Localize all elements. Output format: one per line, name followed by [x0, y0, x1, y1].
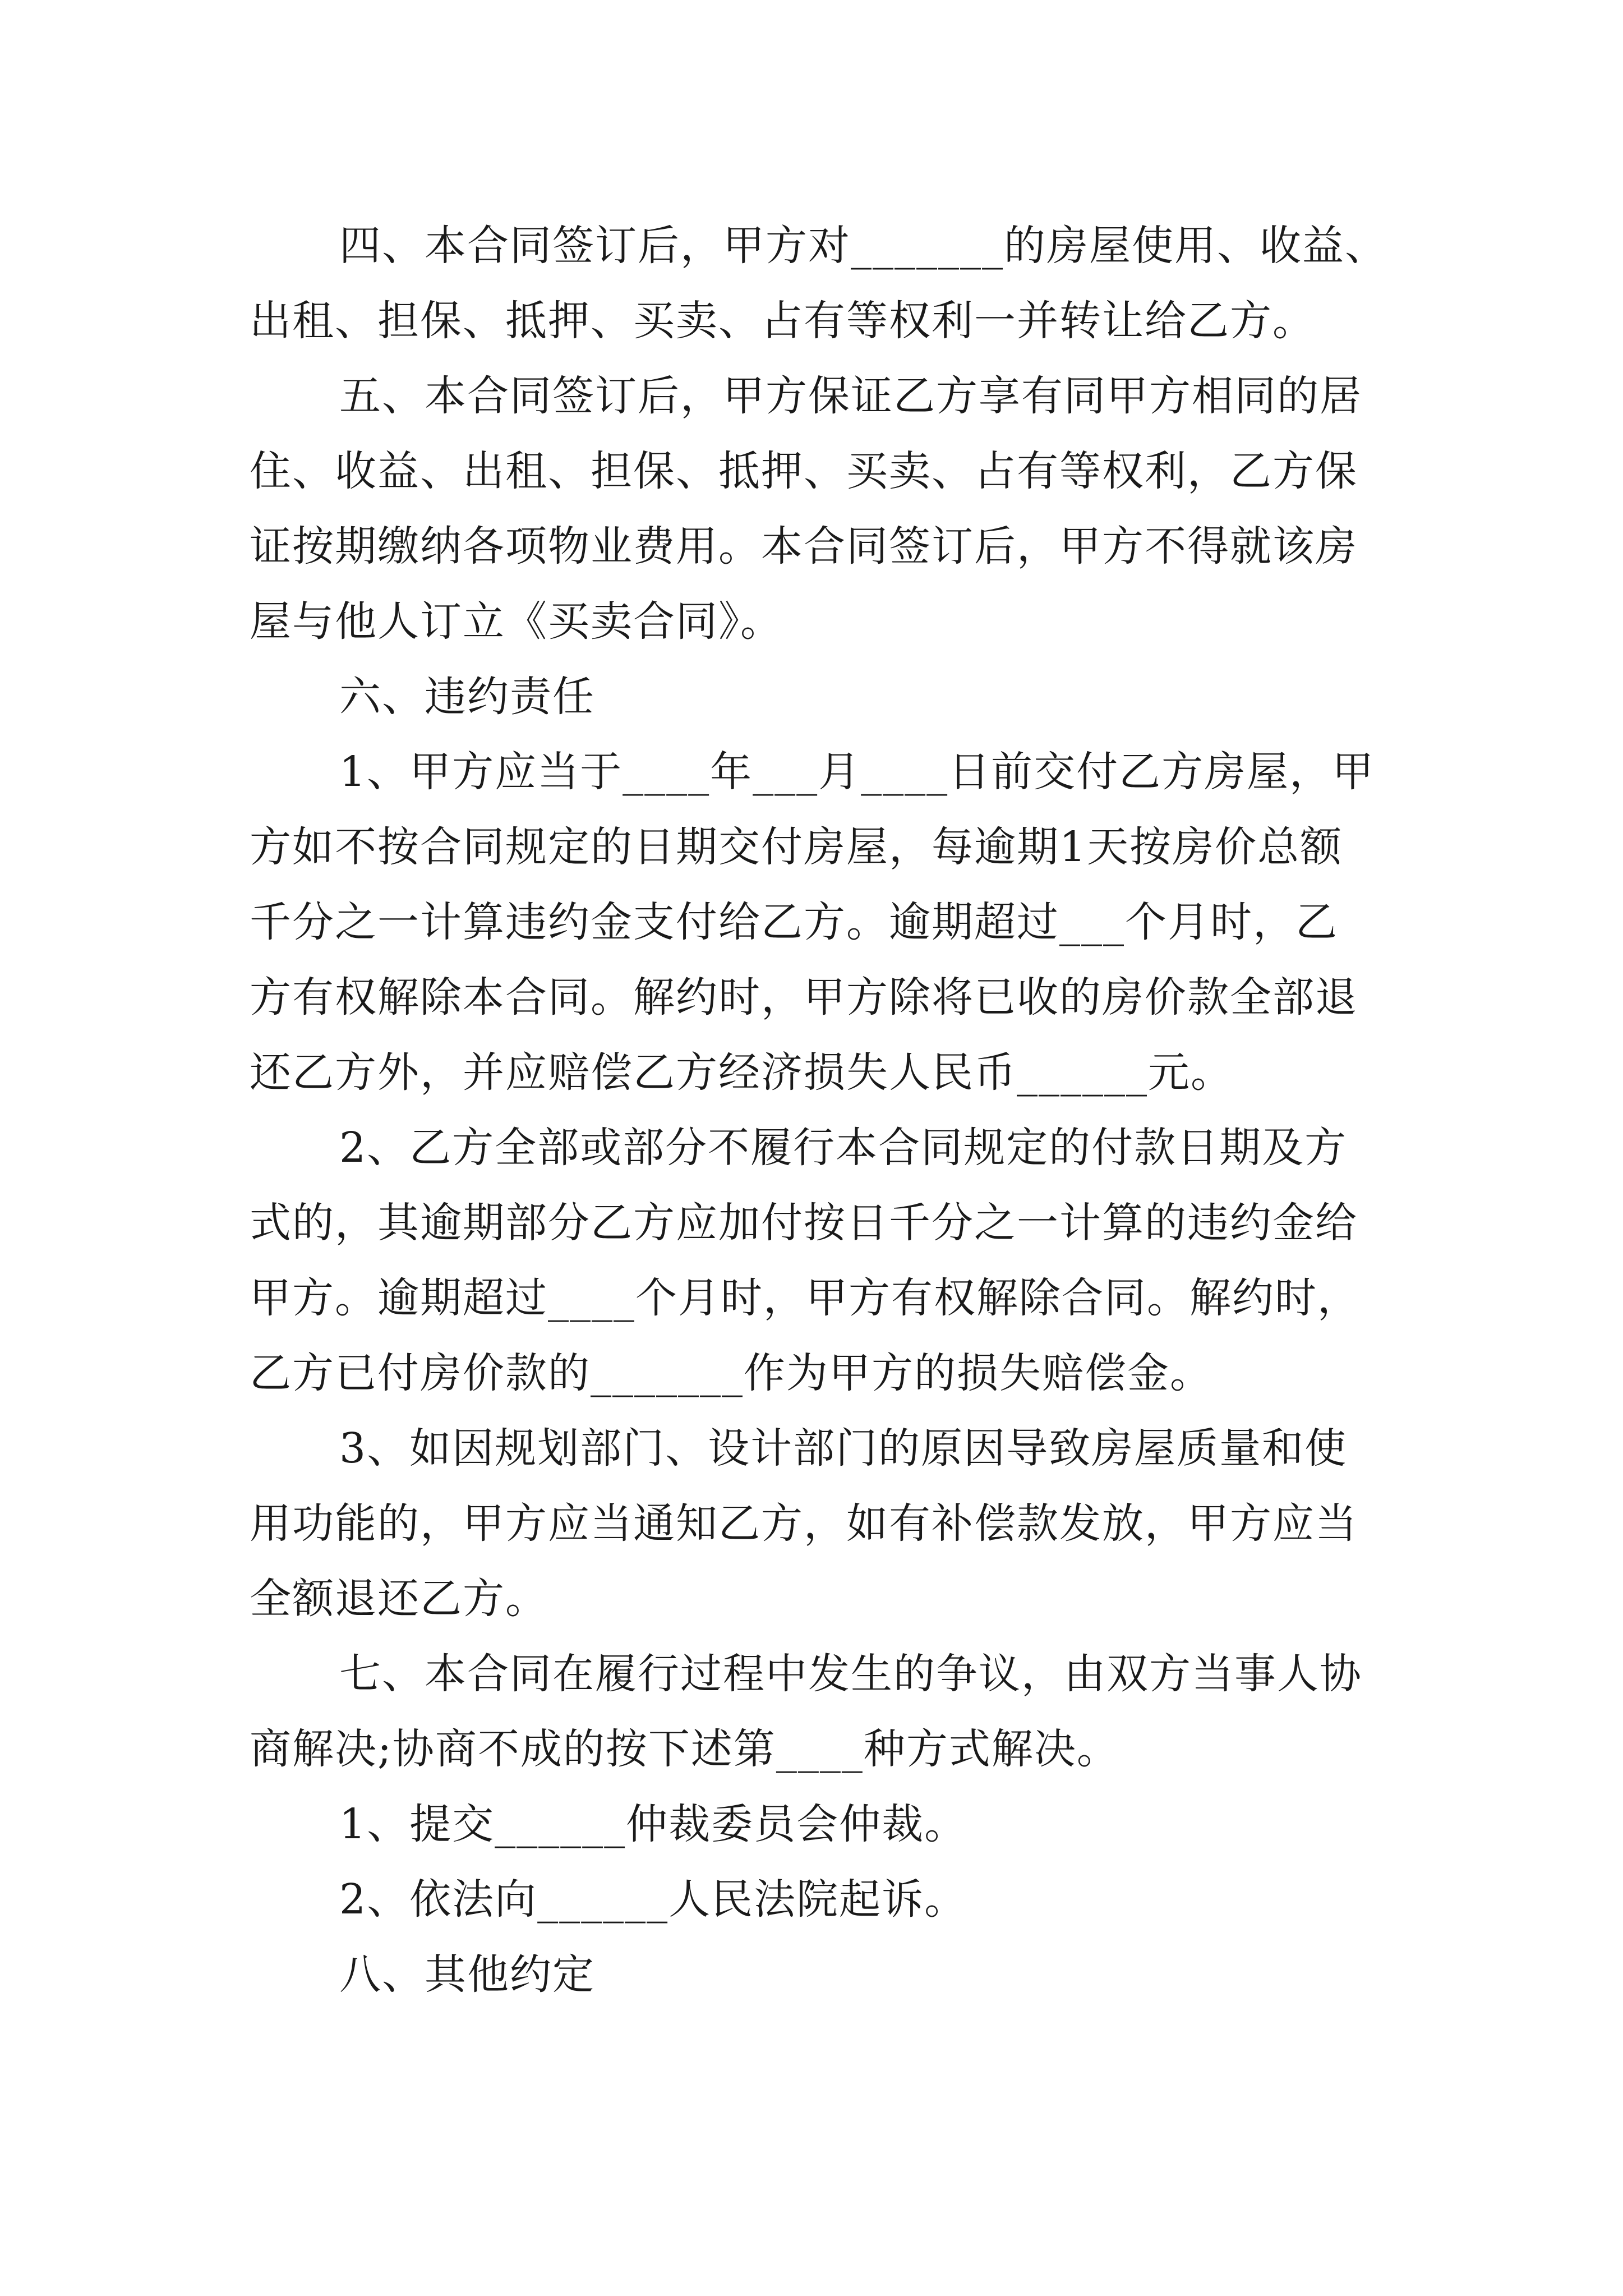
clause-6-1-line-1: 1、甲方应当于____年___月____日前交付乙方房屋，甲 — [339, 748, 1375, 796]
paragraph-7-line-2: 商解决;协商不成的按下述第____种方式解决。 — [250, 1725, 1119, 1773]
option-7-1: 1、提交______仲裁委员会仲裁。 — [339, 1800, 967, 1848]
paragraph-5-line-1: 五、本合同签订后，甲方保证乙方享有同甲方相同的居 — [339, 372, 1362, 420]
paragraph-5-line-4: 屋与他人订立《买卖合同》。 — [250, 597, 783, 646]
paragraph-4-line-1: 四、本合同签订后，甲方对_______的房屋使用、收益、 — [339, 222, 1387, 270]
option-7-2: 2、依法向______人民法院起诉。 — [339, 1875, 967, 1924]
paragraph-5-line-3: 证按期缴纳各项物业费用。本合同签订后，甲方不得就该房 — [250, 522, 1358, 570]
clause-6-1-line-5: 还乙方外，并应赔偿乙方经济损失人民币______元。 — [250, 1048, 1233, 1097]
clause-6-2-line-1: 2、乙方全部或部分不履行本合同规定的付款日期及方 — [339, 1124, 1348, 1172]
clause-6-3-line-2: 用功能的，甲方应当通知乙方，如有补偿款发放，甲方应当 — [250, 1499, 1358, 1548]
clause-6-2-line-2: 式的，其逾期部分乙方应加付按日千分之一计算的违约金给 — [250, 1199, 1358, 1247]
section-8-heading: 八、其他约定 — [339, 1950, 595, 1999]
section-6-heading: 六、违约责任 — [339, 673, 595, 721]
paragraph-4-line-2: 出租、担保、抵押、买卖、占有等权利一并转让给乙方。 — [250, 297, 1315, 345]
clause-6-3-line-3: 全额退还乙方。 — [250, 1575, 548, 1623]
clause-6-2-line-4: 乙方已付房价款的_______作为甲方的损失赔偿金。 — [250, 1349, 1212, 1397]
clause-6-3-line-1: 3、如因规划部门、设计部门的原因导致房屋质量和使 — [339, 1424, 1348, 1473]
clause-6-1-line-3: 千分之一计算违约金支付给乙方。逾期超过___个月时，乙 — [250, 898, 1338, 946]
paragraph-5-line-2: 住、收益、出租、担保、抵押、买卖、占有等权利，乙方保 — [250, 447, 1358, 495]
clause-6-1-line-2: 方如不按合同规定的日期交付房屋，每逾期1天按房价总额 — [250, 823, 1343, 871]
clause-6-1-line-4: 方有权解除本合同。解约时，甲方除将已收的房价款全部退 — [250, 973, 1358, 1022]
clause-6-2-line-3: 甲方。逾期超过____个月时，甲方有权解除合同。解约时， — [250, 1274, 1360, 1322]
paragraph-7-line-1: 七、本合同在履行过程中发生的争议，由双方当事人协 — [339, 1650, 1362, 1698]
